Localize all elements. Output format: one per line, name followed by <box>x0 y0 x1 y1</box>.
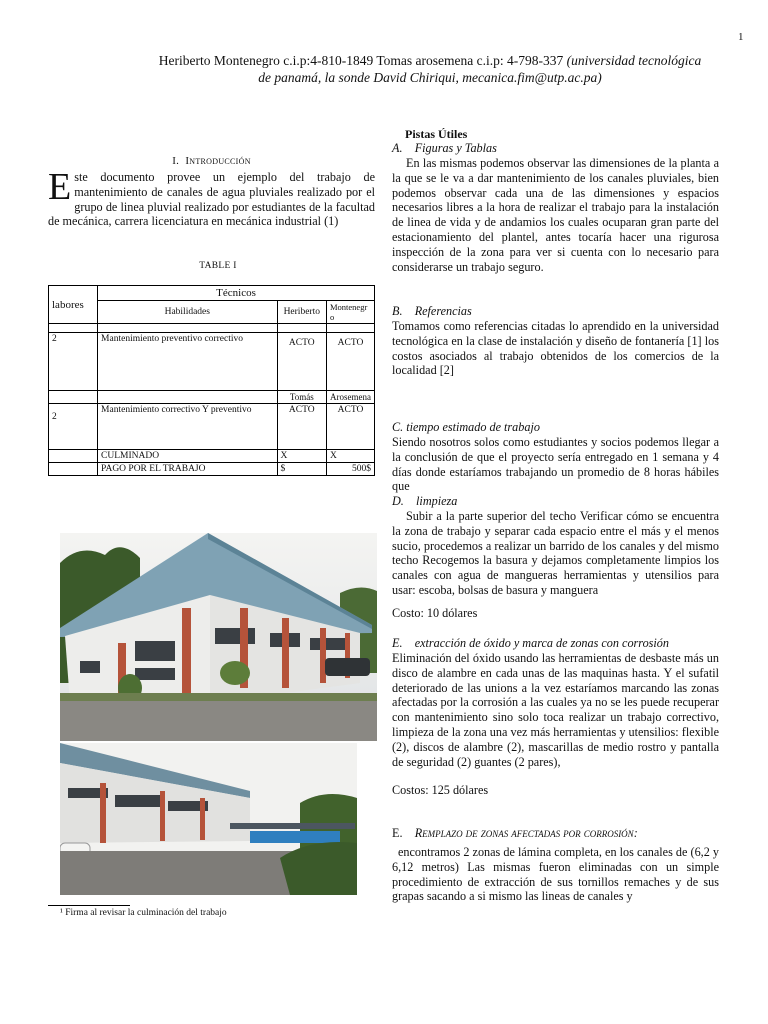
pago-montenegro: 500$ <box>326 463 374 476</box>
affiliation-line-2: de panamá, la sonde David Chiriqui, mecanica.fim@utp.ac.pa) <box>258 70 602 85</box>
header-heriberto: Heriberto <box>277 301 326 324</box>
table-row <box>49 450 375 463</box>
header-tecnicos: Técnicos <box>98 286 375 301</box>
heading-e: E. extracción de óxido y marca de zonas con corrosión <box>392 636 669 650</box>
heading-a: A. Figuras y Tablas <box>392 141 497 155</box>
drop-cap: E <box>48 166 72 208</box>
footnote-rule <box>48 905 130 906</box>
pago-label: PAGO POR EL TRABAJO <box>98 463 278 476</box>
paragraph-a: En las mismas podemos observar las dimensiones de la planta a la que se le va a dar mantenimiento de los canales pluviales, bien podemos observar cada una de las dimensiones y espacios necesarios libres a la hora de realizar el trabajo para la instalación de linea de vida y de andamios los cuales ocuparan gran parte del estacionamiento del plantel, antes tocaría hacer una rigurosa inspección de la zona para ver si cuenta con lo necesario para considerarse un trabajo seguro. <box>392 156 719 274</box>
row1-labor: 2 <box>49 333 98 391</box>
footnote: ¹ Firma al revisar la culminación del trabajo <box>60 908 227 918</box>
culminado-montenegro: X <box>326 450 374 463</box>
row1-montenegro: ACTO <box>326 333 374 391</box>
pago-heriberto: $ <box>277 463 326 476</box>
row2-skill: Mantenimiento correctivo Y preventivo <box>98 404 278 450</box>
table-caption: TABLE I <box>199 261 237 271</box>
header-montenegro: Montenegro <box>326 301 374 324</box>
header-habilidades: Habilidades <box>98 301 278 324</box>
header-labores: labores <box>49 286 98 324</box>
row1-skill: Mantenimiento preventivo correctivo <box>98 333 278 391</box>
sub-arosemena: Arosemena <box>326 391 374 404</box>
row2-labor: 2 <box>49 404 98 450</box>
cost-d: Costo: 10 dólares <box>392 606 478 620</box>
table-row <box>49 333 375 391</box>
paragraph-c: Siendo nosotros solos como estudiantes y socios podemos llegar a la conclusión de que el proyecto sería entregado en 1 semana y 4 días donde estaríamos trabajando un promedio de 8 horas hábiles que <box>392 435 719 494</box>
sub-tomas: Tomás <box>277 391 326 404</box>
intro-paragraph <box>48 166 375 229</box>
paragraph-b: Tomamos como referencias citadas lo aprendido en la universidad tecnológica en la clase de instalación y diseño de fontanería [1] los costos asociados al trabajo obtenidos de los comercios de la localidad [2] <box>392 319 719 378</box>
heading-b: B. Referencias <box>392 304 472 318</box>
intro-text: ste documento provee un ejemplo del trabajo de mantenimiento de canales de agua pluviales realizado por el grupo de linea pluvial realizado por estudiantes de la facultad de mecánica, carrera licenciatura en mecánica industrial (1) <box>48 170 375 229</box>
heading-d: D. limpieza <box>392 494 458 508</box>
row2-montenegro: ACTO <box>326 404 374 450</box>
paragraph-d: Subir a la parte superior del techo Verificar cómo se encuentra la zona de trabajo y separar cada espacio entre el más y el menos sucio, procedemos a realizar un barrido de los canales y del mismo techo Recogemos la basura y dejamos completamente limpios los canales con agua de mangueras herramientas y utensilios para usar: escoba, bolsas de basura y manguera <box>392 509 719 597</box>
affiliation-line-1: (universidad tecnológica <box>566 53 702 68</box>
page-number: 1 <box>738 31 744 43</box>
paragraph-e2: encontramos 2 zonas de lámina completa, en los canales de (6,2 y 6,12 metros) Las mismas fueron eliminadas con un simple procedimiento de extracción de sus tornillos remaches y de sus grapas sacando a si mismo las lineas de canales y <box>392 845 719 904</box>
culminado-label: CULMINADO <box>98 450 278 463</box>
intro-heading: I. Introducción <box>172 155 251 167</box>
cost-e: Costos: 125 dólares <box>392 783 489 797</box>
row1-heriberto: ACTO <box>277 333 326 391</box>
heading-e2: E. Remplazo de zonas afectadas por corrosión: <box>392 826 638 840</box>
tecnicos-table <box>48 285 375 476</box>
paragraph-e: Eliminación del óxido usando las herramientas de desbaste más un disco de alambre en cada unas de las maquinas hasta. Y el sufatil deteriorado de las unions a la vez estaríamos marcando las zonas afectadas por la corrosión a las cuales ya no se les puede recuperar con mantenimiento sino solo toca realizar un trabajo correctivo, limpieza de la zona una vez más herramientas y utensilios: flexible (2), discos de alambre (2), mascarillas de medio rostro y pantalla de seguridad (2) guantes (2 pares), <box>392 651 719 769</box>
heading-c: C. tiempo estimado de trabajo <box>392 420 540 434</box>
culminado-heriberto: X <box>277 450 326 463</box>
table-row <box>49 404 375 450</box>
authors-block <box>120 52 740 86</box>
authors: Heriberto Montenegro c.i.p:4-810-1849 Tomas arosemena c.i.p: 4-798-337 <box>158 53 564 68</box>
building-photo <box>60 533 377 741</box>
parking-photo <box>60 743 357 895</box>
table-row <box>49 463 375 476</box>
section-title: Pistas Útiles <box>405 127 468 141</box>
row2-heriberto: ACTO <box>277 404 326 450</box>
